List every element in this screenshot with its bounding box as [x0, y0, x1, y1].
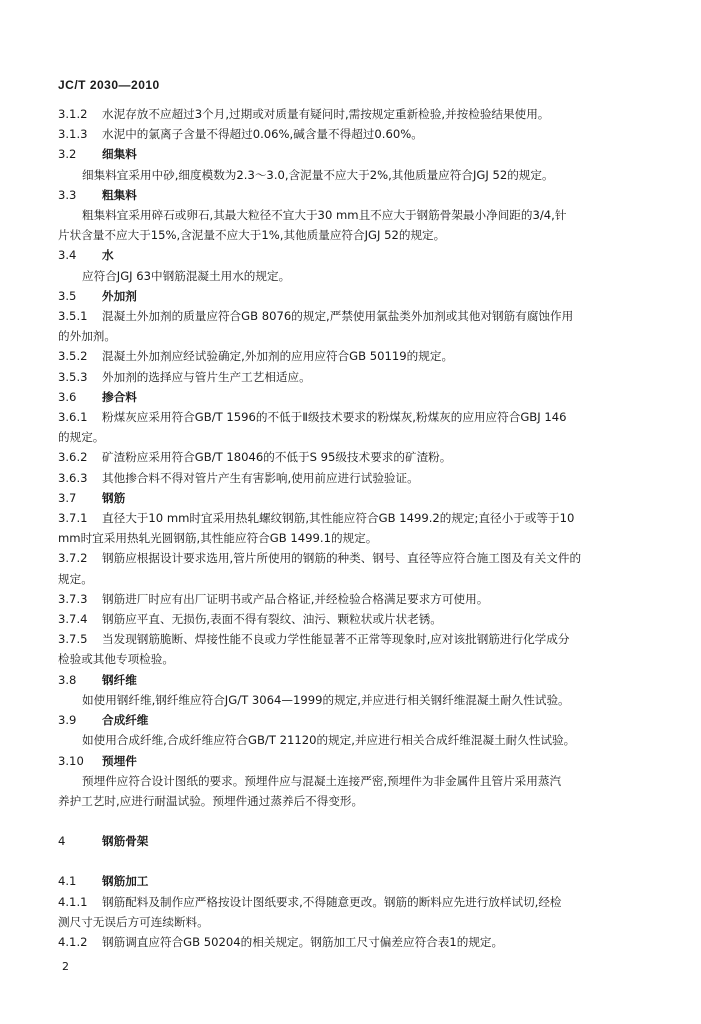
paragraph: 粗集料宜采用碎石或卵石,其最大粒径不宜大于30 mm且不应大于钢筋骨架最小净间距的3/4,针: [82, 208, 567, 223]
section-number: 3.9: [58, 713, 77, 728]
section-heading: [58, 488, 678, 508]
paragraph-continuation: 检验或其他专项检验。: [58, 652, 174, 667]
paragraph: 如使用钢纤维,钢纤维应符合JG/T 3064—1999的规定,并应进行相关钢纤维混凝土耐久性试验。: [82, 692, 570, 707]
paragraph-continuation: 规定。: [58, 571, 93, 586]
section-heading: [58, 831, 678, 851]
paragraph-continuation: 的规定。: [58, 430, 105, 445]
clause-text: 混凝土外加剂的质量应符合GB 8076的规定,严禁使用氯盐类外加剂或其他对钢筋有腐蚀作用: [102, 309, 574, 324]
section-number: 3.3: [58, 187, 77, 202]
section-heading: [58, 144, 678, 164]
section-title: 钢筋加工: [102, 874, 149, 889]
clause: [58, 589, 678, 609]
section-heading: [58, 286, 678, 306]
clause-text: 水泥中的氯离子含量不得超过0.06%,碱含量不得超过0.60%。: [102, 127, 423, 142]
section-number: 3.8: [58, 672, 77, 687]
paragraph-continuation: 片状含量不应大于15%,含泥量不应大于1%,其他质量应符合JGJ 52的规定。: [58, 228, 446, 243]
page-number: 2: [62, 960, 69, 973]
clause-number: 3.1.3: [58, 127, 88, 142]
section-spacer: [58, 811, 678, 831]
standard-code-header: JC/T 2030—2010: [58, 78, 160, 92]
section-number: 3.10: [58, 753, 84, 768]
clause-number: 3.6.2: [58, 450, 88, 465]
clause: [58, 932, 678, 952]
paragraph-continuation: 养护工艺时,应进行耐温试验。预埋件通过蒸养后不得变形。: [58, 793, 364, 808]
section-heading: [58, 710, 678, 730]
section-number: 3.7: [58, 490, 77, 505]
clause-number: 3.1.2: [58, 107, 88, 121]
clause: [58, 548, 678, 568]
clause: [58, 124, 678, 144]
section-number: 4: [58, 834, 66, 849]
section-number: 3.4: [58, 248, 77, 263]
clause-number: 3.7.2: [58, 551, 88, 566]
section-title: 外加剂: [102, 288, 137, 303]
paragraph: 细集料宜采用中砂,细度模数为2.3～3.0,含泥量不应大于2%,其他质量应符合JGJ 52的规定。: [82, 167, 554, 182]
clause-text: 钢筋进厂时应有出厂证明书或产品合格证,并经检验合格满足要求方可使用。: [102, 591, 489, 606]
clause: [58, 306, 678, 326]
section-number: 3.5: [58, 288, 77, 303]
clause-text: 混凝土外加剂应经试验确定,外加剂的应用应符合GB 50119的规定。: [102, 349, 454, 364]
section-title: 细集料: [102, 147, 137, 162]
clause-text: 钢筋应根据设计要求选用,管片所使用的钢筋的种类、钢号、直径等应符合施工图及有关文件的: [102, 551, 582, 566]
section-heading: [58, 245, 678, 265]
clause: [58, 407, 678, 427]
clause-number: 3.5.2: [58, 349, 88, 364]
document-body: [58, 104, 678, 952]
clause-text: 外加剂的选择应与管片生产工艺相适应。: [102, 369, 311, 384]
paragraph-continuation: 测尺寸无误后方可连续断料。: [58, 914, 209, 929]
section-title: 合成纤维: [102, 713, 149, 728]
clause-number: 3.5.1: [58, 309, 88, 324]
section-title: 钢筋: [102, 490, 126, 505]
paragraph-continuation: 的外加剂。: [58, 329, 116, 344]
clause: [58, 447, 678, 467]
clause-number: 3.6.3: [58, 470, 88, 485]
clause-text: 其他掺合料不得对管片产生有害影响,使用前应进行试验验证。: [102, 470, 419, 485]
clause-text: 粉煤灰应采用符合GB/T 1596的不低于Ⅱ级技术要求的粉煤灰,粉煤灰的应用应符合GBJ 146: [102, 410, 567, 425]
clause: [58, 629, 678, 649]
section-title: 预埋件: [102, 753, 137, 768]
clause-number: 3.5.3: [58, 369, 88, 384]
clause-number: 4.1.2: [58, 934, 88, 949]
clause-text: 钢筋调直应符合GB 50204的相关规定。钢筋加工尺寸偏差应符合表1的规定。: [102, 934, 504, 949]
paragraph: 应符合JGJ 63中钢筋混凝土用水的规定。: [82, 268, 291, 283]
clause-number: 3.7.4: [58, 612, 88, 627]
section-heading: [58, 751, 678, 771]
section-spacer: [58, 851, 678, 871]
clause-number: 3.7.5: [58, 632, 88, 647]
paragraph-continuation: mm时宜采用热轧光圆钢筋,其性能应符合GB 1499.1的规定。: [58, 531, 378, 546]
clause-text: 直径大于10 mm时宜采用热轧螺纹钢筋,其性能应符合GB 1499.2的规定;直径小于或等于10: [102, 511, 575, 526]
paragraph: 如使用合成纤维,合成纤维应符合GB/T 21120的规定,并应进行相关合成纤维混凝土耐久性试验。: [82, 733, 576, 748]
clause: [58, 367, 678, 387]
clause-number: 4.1.1: [58, 894, 88, 909]
section-title: 钢筋骨架: [102, 834, 149, 849]
clause: [58, 104, 678, 124]
section-number: 4.1: [58, 874, 77, 889]
clause-number: 3.6.1: [58, 410, 88, 425]
paragraph: 预埋件应符合设计图纸的要求。预埋件应与混凝土连接严密,预埋件为非金属件且管片采用蒸汽: [82, 773, 562, 788]
section-number: 3.2: [58, 147, 77, 162]
clause-number: 3.7.1: [58, 511, 88, 526]
section-heading: [58, 871, 678, 891]
clause: [58, 892, 678, 912]
section-title: 钢纤维: [102, 672, 137, 687]
clause-text: 钢筋应平直、无损伤,表面不得有裂纹、油污、颗粒状或片状老锈。: [102, 612, 442, 627]
clause: [58, 609, 678, 629]
clause: [58, 468, 678, 488]
section-heading: [58, 670, 678, 690]
clause-text: 水泥存放不应超过3个月,过期或对质量有疑问时,需按规定重新检验,并按检验结果使用。: [102, 107, 550, 121]
section-title: 水: [102, 248, 114, 263]
clause: [58, 508, 678, 528]
section-heading: [58, 387, 678, 407]
section-number: 3.6: [58, 389, 77, 404]
section-title: 掺合料: [102, 389, 137, 404]
clause-text: 钢筋配料及制作应严格按设计图纸要求,不得随意更改。钢筋的断料应先进行放样试切,经检: [102, 894, 562, 909]
section-heading: [58, 185, 678, 205]
clause-text: 当发现钢筋脆断、焊接性能不良或力学性能显著不正常等现象时,应对该批钢筋进行化学成分: [102, 632, 570, 647]
clause-number: 3.7.3: [58, 591, 88, 606]
section-title: 粗集料: [102, 187, 137, 202]
clause: [58, 346, 678, 366]
clause-text: 矿渣粉应采用符合GB/T 18046的不低于S 95级技术要求的矿渣粉。: [102, 450, 452, 465]
